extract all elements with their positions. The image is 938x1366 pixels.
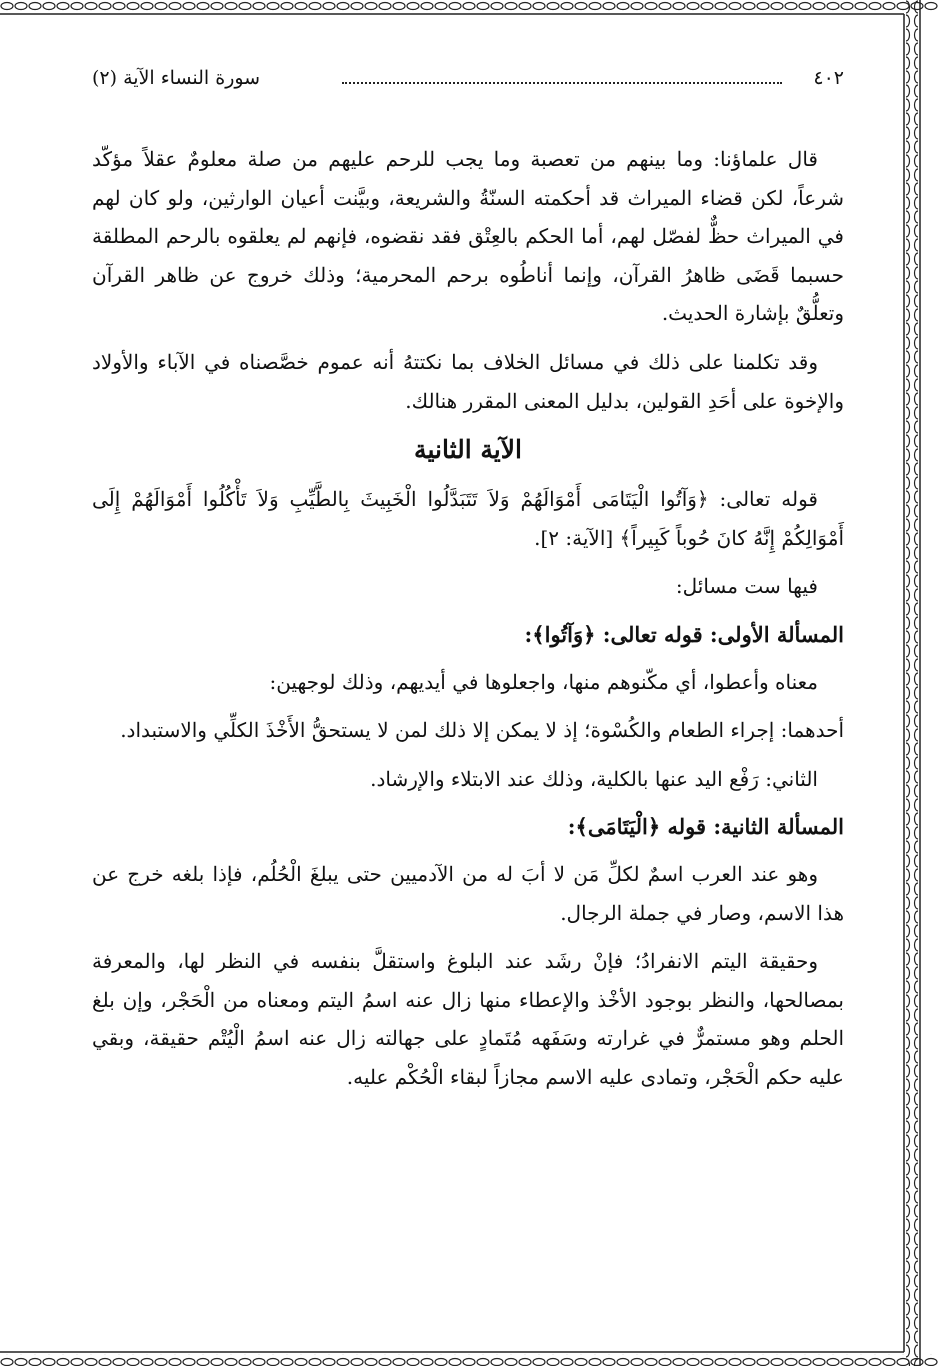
paragraph: قال علماؤنا: وما بينهم من تعصبة وما يجب للرحم عليهم من صلة معلومٌ عقلاً مؤكّد شرعاً، لكن قضاء الميراث قد أحكمته السنّةُ والشريعة، وبيَّنت أعيان الوارثين، ولو كان لهم في الميراث حظٌّ لفصّل لهم، أما الحكم بالعِتْق فقد نقضوه، فإنهم لم يعلقوه بالرحم المطلقة حسبما قَضَى ظاهرُ القرآن، وإنما أناطُوه برحم المحرمية؛ وذلك خروج عن ظاهر القرآن وتعلُّقٌ بإشارة الحديث. bbox=[92, 147, 844, 326]
issue-heading: المسألة الأولى: قوله تعالى: ﴿وَآتُوا﴾: bbox=[524, 621, 844, 647]
page-header bbox=[92, 58, 844, 98]
paragraph: وهو عند العرب اسمٌ لكلِّ مَن لا أبَ له من الآدميين حتى يبلغَ الْحُلُم، فإذا بلغه خرج عن هذا الاسم، وصار في جملة الرجال. bbox=[92, 861, 844, 925]
header-dotted-leader bbox=[342, 82, 782, 84]
paragraph: وقد تكلمنا على ذلك في مسائل الخلاف بما نكتتهُ أنه عموم خصَّصناه في الآباء والأولاد والإخوة على أحَدِ القولين، بدليل المعنى المقرر هنالك. bbox=[92, 349, 844, 413]
book-page bbox=[92, 58, 844, 1308]
paragraph: معناه وأعطوا، أي مكّنوهم منها، واجعلوها في أيديهم، وذلك لوجهين: bbox=[269, 669, 818, 694]
paragraph: فيها ست مسائل: bbox=[675, 574, 818, 599]
paragraph: الثاني: رَفْع اليد عنها بالكلية، وذلك عند الابتلاء والإرشاد. bbox=[370, 766, 818, 791]
page-number: ٤٠٢ bbox=[813, 67, 844, 89]
issue-heading: المسألة الثانية: قوله ﴿الْيَتَامَى﴾: bbox=[567, 814, 844, 840]
paragraph: وحقيقة اليتم الانفرادُ؛ فإنْ رشَد عند البلوغ واستقلَّ بنفسه في النظر لها، والمعرفة بمصالحها، والنظر بوجود الأخْذ والإعطاء منها زال عنه اسمُ اليتم ومعناه من الْحَجْر، وإن بلغ الحلم وهو مستمرٌّ في غرارته وسَفَهه مُتَمادٍ على جهالته زال عنه اسمُ الْيُتْم حقيقة، وبقي عليه حكم الْحَجْر، وتمادى عليه الاسم مجازاً لبقاء الْحُكْم عليه. bbox=[92, 949, 844, 1089]
paragraph: قوله تعالى: ﴿وَآتُوا الْيَتَامَى أَمْوَالَهُمْ وَلاَ تَتَبَدَّلُوا الْخَبِيثَ بِالطَّيِّبِ وَلاَ تَأْكُلُوا أَمْوَالَهُمْ إِلَى أَمْوَالِكُمْ إِنَّهُ كانَ حُوباً كَبِيراً﴾ [الآية: ٢]. bbox=[92, 487, 844, 550]
paragraph: أحدهما: إجراء الطعام والكُسْوة؛ إذ لا يمكن إلا ذلك لمن لا يستحقُّ الأَخْذَ الكلِّي والاستبداد. bbox=[120, 718, 844, 743]
running-title: سورة النساء الآية (٢) bbox=[92, 67, 261, 89]
section-heading: الآية الثانية bbox=[414, 435, 522, 465]
page-body bbox=[92, 140, 844, 1096]
